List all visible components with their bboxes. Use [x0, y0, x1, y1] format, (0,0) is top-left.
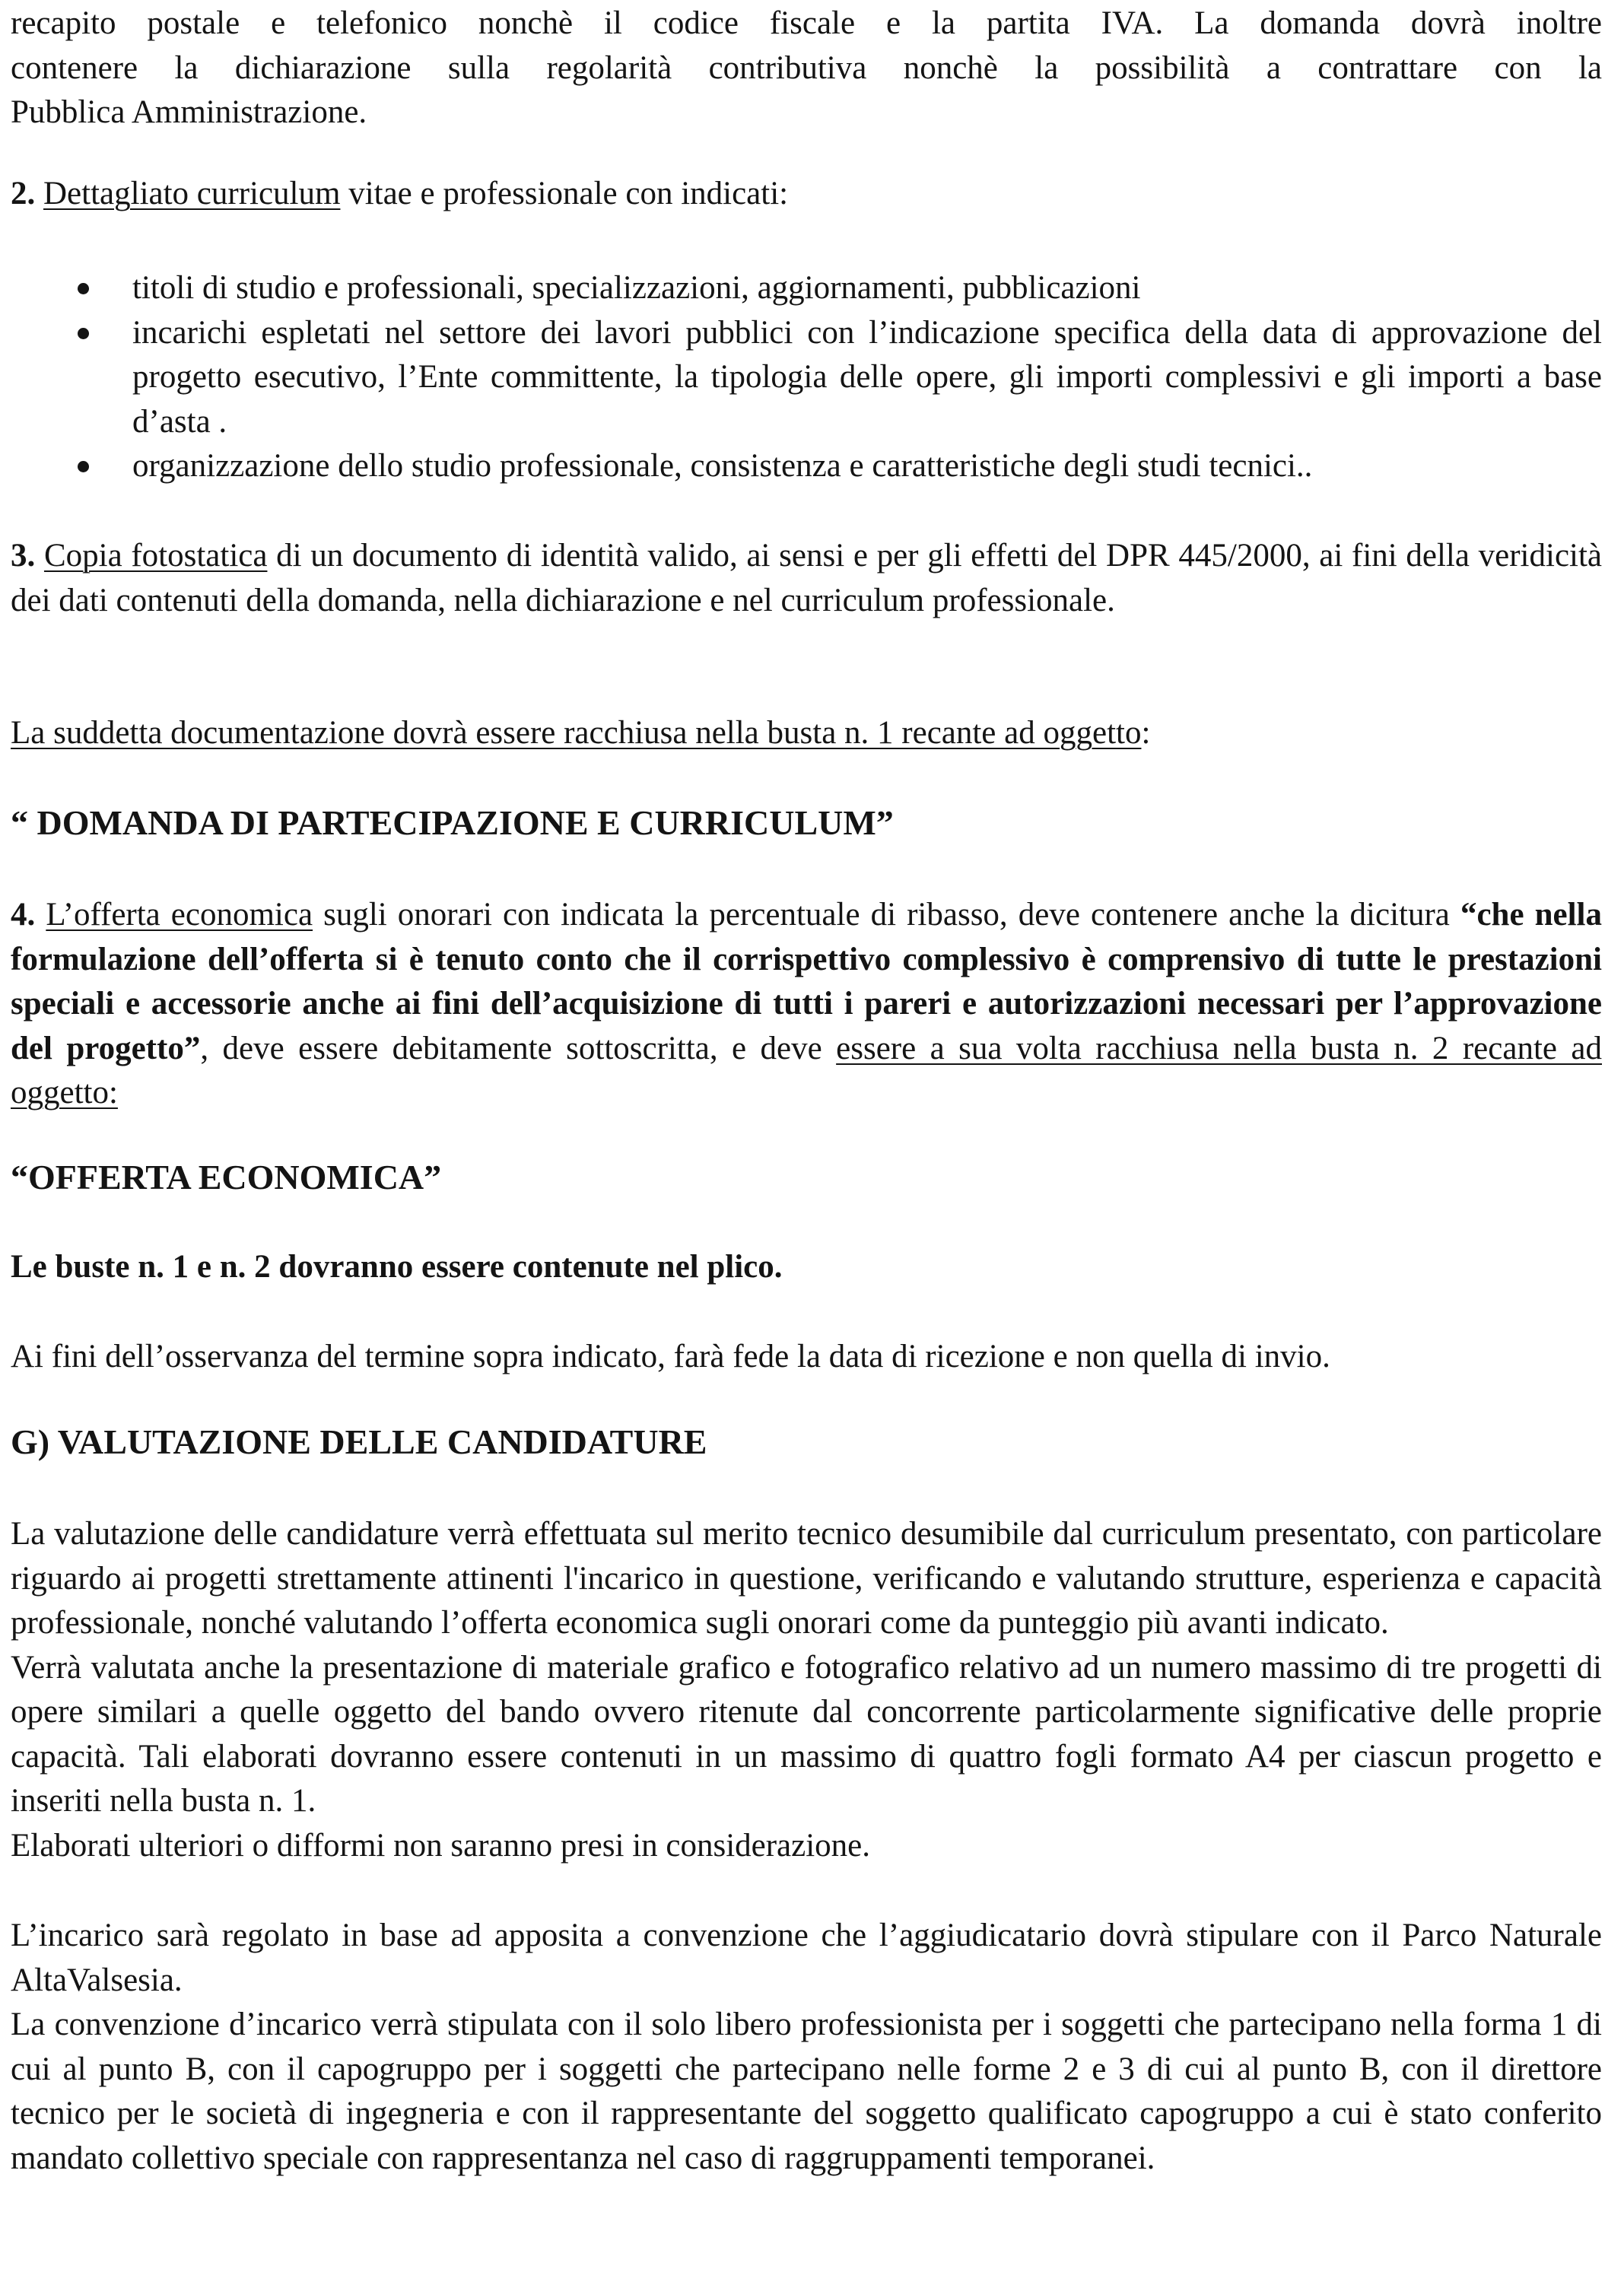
busta-2-title: “OFFERTA ECONOMICA”	[11, 1158, 442, 1196]
item-4-underlined: L’offerta economica	[46, 897, 313, 933]
bullet-text: organizzazione dello studio professionale, consistenza e caratteristiche degli studi tecnici..	[132, 448, 1313, 484]
item-2-underlined: Dettagliato curriculum	[43, 176, 341, 211]
item-4-text-2: , deve essere debitamente sottoscritta, e deve	[200, 1030, 837, 1066]
item-3-paragraph	[11, 534, 1602, 623]
intro-paragraph	[11, 2, 1602, 135]
intro-line-1: recapito postale e telefonico nonchè il codice fiscale e la partita IVA. La domanda dovrà inoltre	[11, 5, 1602, 41]
item-4-underlined-2: essere a sua volta racchiusa nella busta n. 2 recante ad oggetto:	[11, 1030, 1602, 1111]
busta-1-line	[11, 711, 1602, 756]
busta-1-title: “ DOMANDA DI PARTECIPAZIONE E CURRICULUM”	[11, 803, 894, 842]
bullet-icon	[78, 461, 89, 472]
item-4-text-1: sugli onorari con indicata la percentuale di ribasso, deve contenere anche la dicitura	[313, 897, 1460, 933]
incarico-paragraph-1: L’incarico sarà regolato in base ad apposita a convenzione che l’aggiudicatario dovrà stipulare con il Parco Naturale AltaValsesia.	[11, 1918, 1602, 1998]
curriculum-bullet-list	[11, 266, 1602, 489]
valutazione-paragraph-1: La valutazione delle candidature verrà effettuata sul merito tecnico desumibile dal curriculum presentato, con particolare riguardo ai progetti strettamente attinenti l'incarico in questione, verificando e valutando strutture, esperienza e capacità professionale, nonché valutando l’offerta economica sugli onorari come da punteggio più avanti indicato.	[11, 1516, 1602, 1641]
list-item	[11, 266, 1602, 311]
valutazione-block	[11, 1512, 1602, 1868]
busta-1-tail: :	[1141, 715, 1151, 751]
bullet-text: incarichi espletati nel settore dei lavori pubblici con l’indicazione specifica della data di approvazione del progetto esecutivo, l’Ente committente, la tipologia delle opere, gli importi complessivi e gli importi a base d’asta .	[132, 314, 1602, 440]
valutazione-paragraph-3: Elaborati ulteriori o difformi non saranno presi in considerazione.	[11, 1827, 871, 1864]
item-3-rest: di un documento di identità valido, ai sensi e per gli effetti del DPR 445/2000, ai fini della veridicità dei dati contenuti della domanda, nella dichiarazione e nel curriculum professionale.	[11, 538, 1603, 618]
bullet-text: titoli di studio e professionali, specializzazioni, aggiornamenti, pubblicazioni	[132, 270, 1141, 306]
item-4-bold-clause: “che nella formulazione dell’offerta si è tenuto conto che il corrispettivo complessivo è comprensivo di tutte le prestazioni speciali e accessorie anche ai fini dell’acquisizione di tutti i pareri e autorizzazioni necessari per l’approvazione del progetto”	[11, 897, 1602, 1066]
incarico-block	[11, 1914, 1602, 2181]
intro-line-2: contenere la dichiarazione sulla regolarità contributiva nonchè la possibilità a contrattare con la	[11, 49, 1602, 86]
item-3-underlined: Copia fotostatica	[43, 538, 268, 574]
section-g-heading: G) VALUTAZIONE DELLE CANDIDATURE	[11, 1422, 707, 1461]
valutazione-paragraph-2: Verrà valutata anche la presentazione di materiale grafico e fotografico relativo ad un numero massimo di tre progetti di opere similari a quelle oggetto del bando ovvero ritenute dal concorrente particolarmente significative delle proprie capacità. Tali elaborati dovranno essere contenuti in un massimo di quattro fogli formato A4 per ciascun progetto e inseriti nella busta n. 1.	[11, 1649, 1602, 1819]
list-item	[11, 311, 1602, 445]
busta-1-underlined: La suddetta documentazione dovrà essere racchiusa nella busta n. 1 recante ad oggetto	[11, 715, 1142, 751]
termine-line: Ai fini dell’osservanza del termine sopra indicato, farà fede la data di ricezione e non quella di invio.	[11, 1339, 1330, 1374]
item-4-paragraph	[11, 893, 1602, 1116]
incarico-paragraph-2: La convenzione d’incarico verrà stipulata con il solo libero professionista per i soggetti che partecipano nella forma 1 di cui al punto B, con il capogruppo per i soggetti che partecipano nelle forme 2 e 3 di cui al punto B, con il direttore tecnico per le società di ingegneria e con il rappresentante del soggetto qualificato capogruppo a cui è stato conferito mandato collettivo speciale con rappresentanza nel caso di raggruppamenti temporanei.	[11, 2007, 1602, 2176]
plico-line: Le buste n. 1 e n. 2 dovranno essere contenute nel plico.	[11, 1249, 783, 1285]
bullet-icon	[78, 328, 89, 339]
item-2-rest: vitae e professionale con indicati:	[340, 176, 789, 211]
list-item	[11, 444, 1602, 489]
item-2-number: 2.	[11, 176, 36, 211]
intro-line-3: Pubblica Amministrazione.	[11, 94, 367, 130]
item-4-number: 4.	[11, 897, 36, 933]
item-3-number: 3.	[11, 538, 36, 574]
item-2-heading	[11, 172, 1602, 217]
bullet-icon	[78, 283, 89, 294]
